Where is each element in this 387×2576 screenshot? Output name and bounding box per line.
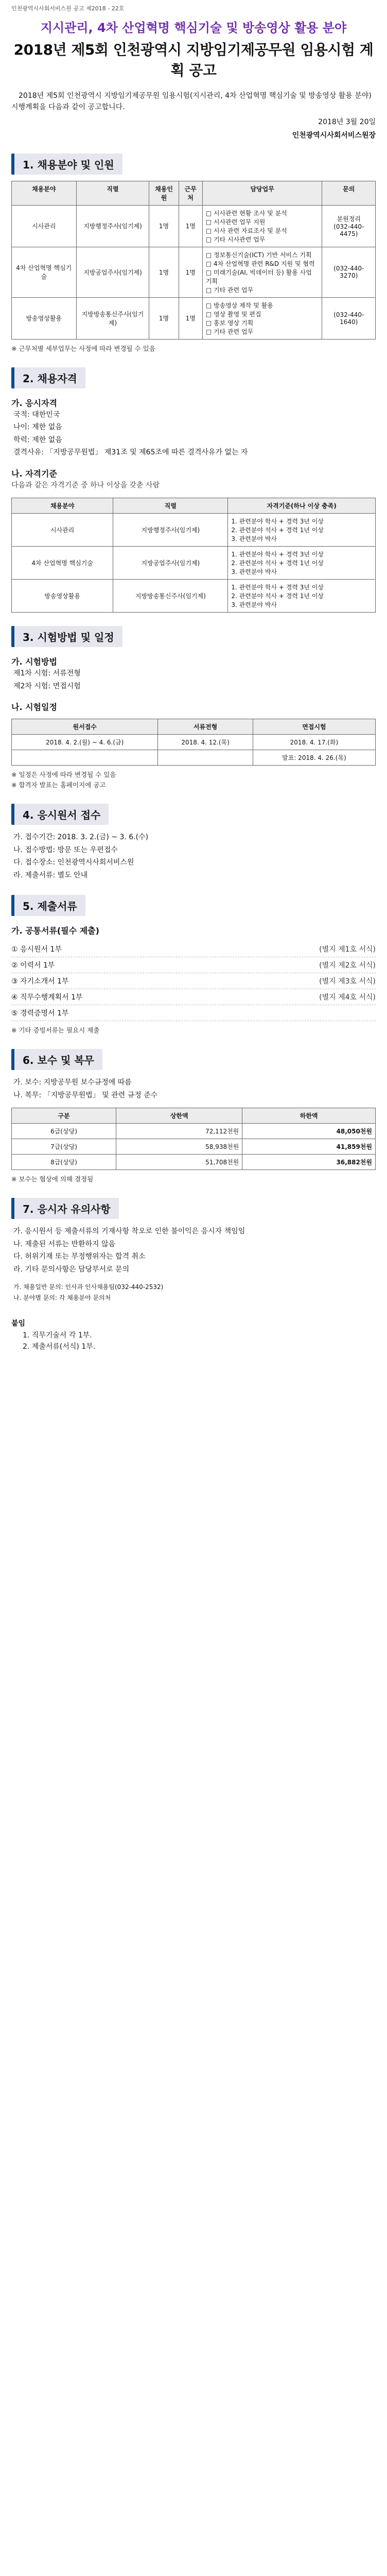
doc-form: (별지 제2호 서식) — [319, 961, 376, 970]
table-header: 채용인원 — [149, 181, 179, 205]
doc-label: ⑤ 경력증명서 1부 — [11, 1009, 69, 1018]
table-cell: 시사관리 — [12, 205, 77, 247]
requirement-item: 국적: 대한민국 — [13, 410, 60, 419]
requirement-item: 나이: 제한 없음 — [13, 423, 62, 432]
title-block — [11, 18, 376, 80]
section-2-sub-b-note: 다음과 같은 자격기준 중 하나 이상을 갖춘 사람 — [11, 481, 160, 489]
table-cell: 41,859천원 — [242, 1139, 376, 1155]
section-1-title: 1. 채용분야 및 인원 — [11, 154, 122, 175]
section-3-sub-b: 나. 시험일정 — [11, 702, 57, 713]
section-2-title: 2. 채용자격 — [11, 367, 85, 388]
section-2-sub-b: 나. 자격기준 — [11, 468, 57, 479]
section-1 — [11, 154, 376, 354]
recruitment-table — [11, 181, 376, 340]
section-2 — [11, 367, 376, 613]
table-header: 구분 — [12, 1108, 116, 1124]
table-cell: 발표: 2018. 4. 26.(목) — [253, 750, 375, 766]
section-5-title: 5. 제출서류 — [11, 895, 85, 916]
table-cell: 36,882천원 — [242, 1155, 376, 1170]
doc-label: ① 응시원서 1부 — [11, 945, 62, 954]
table-cell: 분원정리 (032-440-4475) — [322, 205, 376, 247]
list-item — [11, 973, 376, 989]
table-cell: □ 시사관련 현황 조사 및 분석 □ 시사관련 업무 지원 □ 시사 관련 자료조사 및 분석 □ 기타 시사관련 업무 — [202, 205, 322, 247]
table-cell: 48,050천원 — [242, 1124, 376, 1139]
table-cell: 지방행정주사(임기제) — [113, 514, 228, 547]
source-line: 인천광역시사회서비스원 공고 제2018 - 22호 — [11, 5, 125, 12]
table-cell: 1명 — [179, 205, 202, 247]
doc-label: ③ 자기소개서 1부 — [11, 977, 69, 986]
section-3-sub-a: 가. 시험방법 — [11, 657, 57, 667]
table-cell: 방송영상활용 — [12, 297, 77, 339]
announcement-title: 2018년 제5회 인천광역시 지방임기제공무원 임용시험 계획 공고 — [13, 41, 374, 79]
table-cell — [158, 750, 253, 766]
schedule-table — [11, 719, 376, 766]
table-cell: 72,112천원 — [116, 1124, 242, 1139]
table-cell: 7급(상당) — [12, 1139, 116, 1155]
table-header: 직렬 — [113, 498, 228, 514]
section-6-note: ※ 보수는 협상에 의해 결정됨 — [11, 1175, 94, 1183]
table-cell: 지방공업주사(임기제) — [76, 247, 149, 297]
table-header: 하한액 — [242, 1108, 376, 1124]
table-cell: 2018. 4. 2.(월) ~ 4. 6.(금) — [12, 735, 158, 750]
table-cell: □ 방송영상 제작 및 활용 □ 영상 촬영 및 편집 □ 홍보 영상 기획 □ 기타 관련 업무 — [202, 297, 322, 339]
application-item: 나. 접수방법: 방문 또는 우편접수 — [13, 845, 118, 854]
table-row — [12, 580, 376, 613]
table-row — [12, 297, 376, 339]
table-cell: 6급(상당) — [12, 1124, 116, 1139]
table-row — [12, 547, 376, 580]
pay-item: 가. 보수: 지방공무원 보수규정에 따름 — [13, 1078, 132, 1087]
table-cell: 2018. 4. 12.(목) — [158, 735, 253, 750]
section-1-footnote: ※ 근무처별 세부업무는 사정에 따라 변경될 수 있음 — [11, 344, 155, 352]
table-cell: (032-440-3270) — [322, 247, 376, 297]
attachment-item: 2. 제출서류(서식) 1부. — [23, 1343, 96, 1351]
table-row — [12, 750, 376, 766]
section-3-title: 3. 시험방법 및 일정 — [11, 626, 122, 647]
list-item — [11, 1005, 376, 1021]
table-cell: 지방행정주사(임기제) — [76, 205, 149, 247]
issuing-organization: 인천광역시사회서비스원장 — [292, 131, 376, 140]
table-header: 문의 — [322, 181, 376, 205]
section-5 — [11, 895, 376, 1036]
table-row — [12, 735, 376, 750]
schedule-note: ※ 일정은 사정에 따라 변경될 수 있음 — [11, 771, 116, 779]
table-cell: 1. 관련분야 학사 + 경력 3년 이상 2. 관련분야 석사 + 경력 1년 이상 3. 관련분야 박사 — [228, 514, 376, 547]
table-row — [12, 205, 376, 247]
table-header: 근무처 — [179, 181, 202, 205]
section-5-note: ※ 기타 증빙서류는 필요시 제출 — [11, 1026, 100, 1035]
pay-table — [11, 1108, 376, 1170]
doc-form: (별지 제3호 서식) — [319, 977, 376, 986]
table-header: 담당업무 — [202, 181, 322, 205]
table-row — [12, 1124, 376, 1139]
caution-item: 다. 허위기재 또는 부정행위자는 합격 취소 — [13, 1252, 146, 1261]
table-cell: 1명 — [149, 205, 179, 247]
method-item: 제1차 시험: 서류전형 — [13, 669, 81, 678]
list-item — [11, 989, 376, 1005]
section-6-title: 6. 보수 및 복무 — [11, 1049, 102, 1070]
table-cell: 방송영상활용 — [12, 580, 113, 613]
requirement-item: 결격사유: 「지방공무원법」 제31조 및 제65조에 따른 결격사유가 없는 자 — [13, 448, 248, 457]
attachments-label: 붙임 — [11, 1319, 26, 1328]
table-row — [12, 514, 376, 547]
qualification-table — [11, 498, 376, 613]
table-row — [12, 1139, 376, 1155]
doc-label: ② 이력서 1부 — [11, 961, 55, 970]
table-cell: 8급(상당) — [12, 1155, 116, 1170]
section-7 — [11, 1198, 376, 1303]
section-3 — [11, 626, 376, 790]
table-header: 직렬 — [76, 181, 149, 205]
table-cell: 지방방송통신주사(임기제) — [113, 580, 228, 613]
contact-item: 나. 분야별 문의: 각 채용분야 문의처 — [13, 1294, 111, 1302]
list-item — [11, 957, 376, 973]
contact-item: 가. 채용일반 문의: 인사과 인사채용팀(032-440-2532) — [13, 1283, 164, 1291]
table-header: 채용분야 — [12, 498, 113, 514]
table-cell: 2018. 4. 17.(화) — [253, 735, 375, 750]
intro-text: 2018년 제5회 인천광역시 지방임기제공무원 임용시험(지시관리, 4차 산업혁명 핵심기술 및 방송영상 활용 분야) 시행계획을 다음과 같이 공고합니다. — [11, 92, 372, 112]
section-4 — [11, 804, 376, 882]
table-cell: □ 정보통신기술(ICT) 기반 서비스 기획 □ 4차 산업혁명 관련 R&D 지원 및 협력 □ 미래기술(AI, 빅데이터 등) 활용 사업 기획 □ 기타 관련 업무 — [202, 247, 322, 297]
section-4-title: 4. 응시원서 접수 — [11, 804, 109, 825]
table-cell: 지방방송통신주사(임기제) — [76, 297, 149, 339]
caution-item: 나. 제출된 서류는 반환하지 않음 — [13, 1240, 116, 1248]
table-header: 서류전형 — [158, 719, 253, 735]
section-2-sub-a: 가. 응시자격 — [11, 398, 57, 408]
table-row — [12, 1155, 376, 1170]
table-row — [12, 247, 376, 297]
table-cell: 4차 산업혁명 핵심기술 — [12, 547, 113, 580]
doc-form: (별지 제4호 서식) — [319, 993, 376, 1002]
table-header: 원서접수 — [12, 719, 158, 735]
table-cell: 1명 — [149, 297, 179, 339]
requirement-item: 학력: 제한 없음 — [13, 435, 62, 444]
list-item — [11, 941, 376, 957]
table-cell: 1. 관련분야 학사 + 경력 3년 이상 2. 관련분야 석사 + 경력 1년 이상 3. 관련분야 박사 — [228, 580, 376, 613]
caution-item: 가. 응시원서 등 제출서류의 기재사항 착오로 인한 불이익은 응시자 책임임 — [13, 1227, 245, 1236]
pay-item: 나. 복무: 「지방공무원법」 및 관련 규정 준수 — [13, 1091, 158, 1099]
table-header: 채용분야 — [12, 181, 77, 205]
table-cell: 1명 — [179, 247, 202, 297]
table-cell: 1명 — [149, 247, 179, 297]
section-5-sub: 가. 공통서류(필수 제출) — [11, 926, 99, 936]
section-6 — [11, 1049, 376, 1184]
application-item: 가. 접수기간: 2018. 3. 2.(금) ~ 3. 6.(수) — [13, 833, 149, 842]
table-cell — [12, 750, 158, 766]
application-item: 다. 접수장소: 인천광역시사회서비스원 — [13, 858, 134, 867]
table-cell: 1. 관련분야 학사 + 경력 3년 이상 2. 관련분야 석사 + 경력 1년 이상 3. 관련분야 박사 — [228, 547, 376, 580]
application-item: 라. 제출서류: 별도 안내 — [13, 871, 88, 879]
table-header: 면접시험 — [253, 719, 375, 735]
schedule-note: ※ 합격자 발표는 홈페이지에 공고 — [11, 781, 106, 789]
caution-item: 라. 기타 문의사항은 담당부서로 문의 — [13, 1265, 130, 1274]
doc-label: ④ 직무수행계획서 1부 — [11, 993, 83, 1002]
table-header: 상한액 — [116, 1108, 242, 1124]
attachments — [11, 1318, 376, 1352]
method-item: 제2차 시험: 면접시험 — [13, 682, 81, 690]
announcement-subtitle: 지시관리, 4차 산업혁명 핵심기술 및 방송영상 활용 분야 — [40, 21, 347, 35]
table-cell: 시사관리 — [12, 514, 113, 547]
doc-form: (별지 제1호 서식) — [319, 945, 376, 954]
table-cell: 58,938천원 — [116, 1139, 242, 1155]
attachment-item: 1. 직무기술서 각 1부. — [23, 1331, 92, 1340]
section-7-title: 7. 응시자 유의사항 — [11, 1198, 119, 1219]
table-cell: 51,708천원 — [116, 1155, 242, 1170]
table-cell: 4차 산업혁명 핵심기술 — [12, 247, 77, 297]
table-cell: 지방공업주사(임기제) — [113, 547, 228, 580]
table-header: 자격기준(하나 이상 충족) — [228, 498, 376, 514]
required-docs-list — [11, 941, 376, 1021]
table-cell: 1명 — [179, 297, 202, 339]
table-cell: (032-440-1640) — [322, 297, 376, 339]
announcement-date: 2018년 3월 20일 — [318, 117, 376, 126]
